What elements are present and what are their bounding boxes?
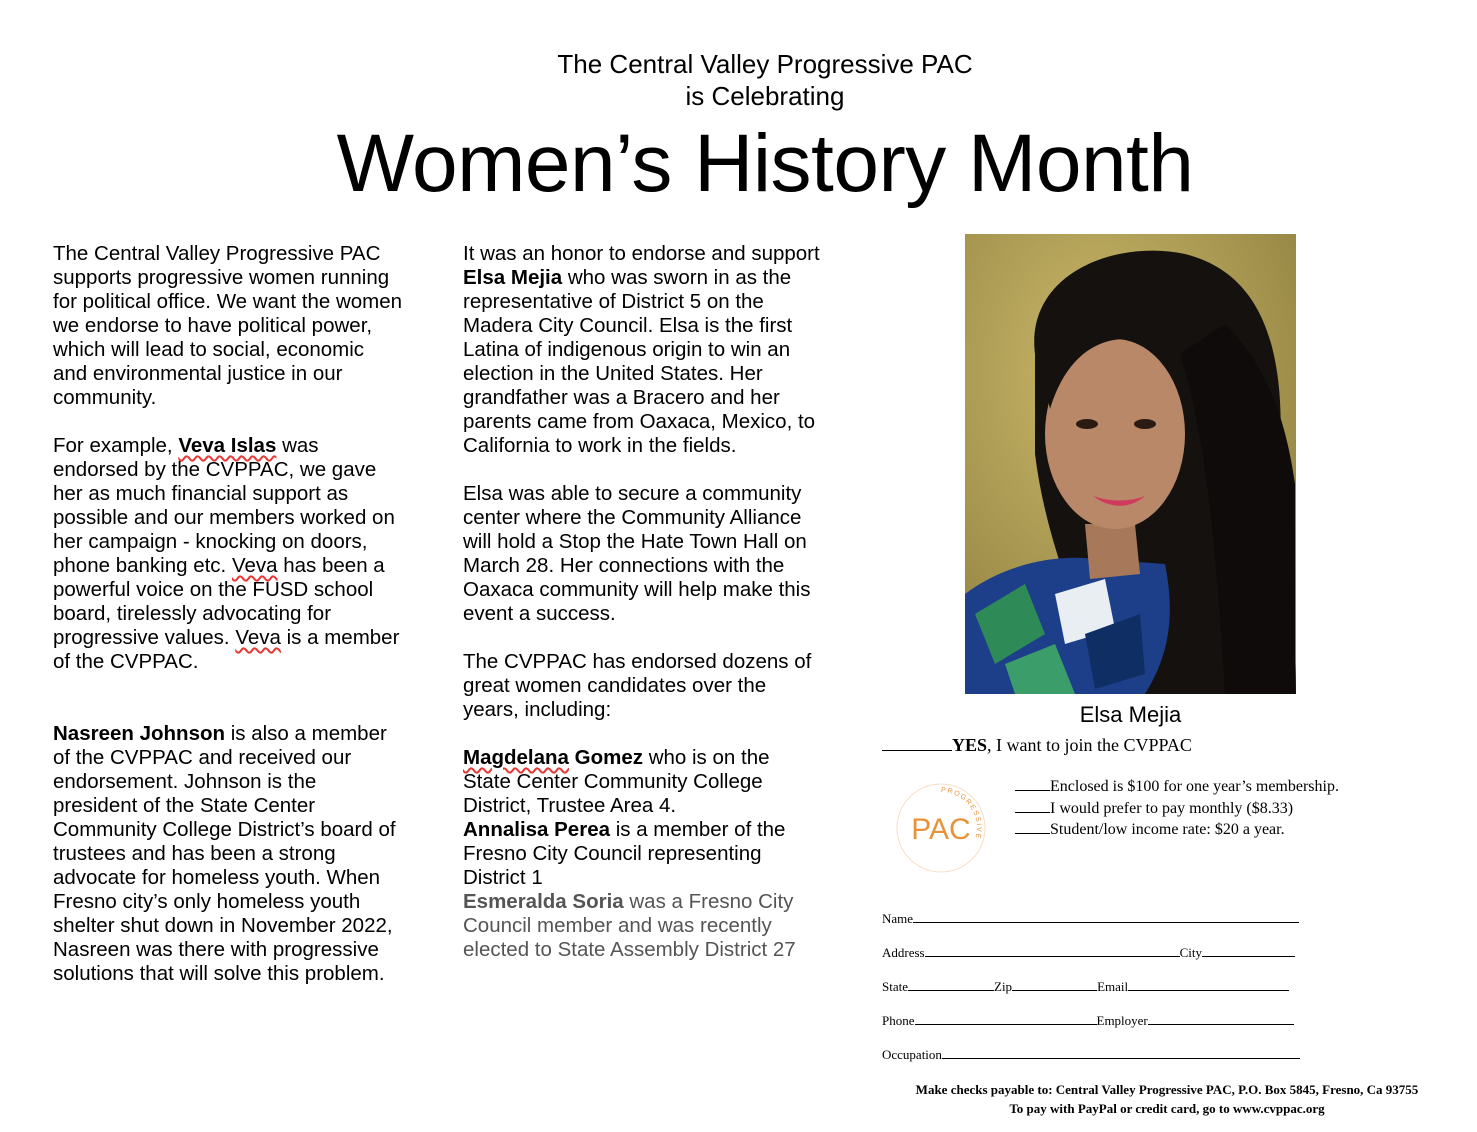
elsa-mejia-photo [965, 234, 1296, 694]
intro-paragraph: The Central Valley Progressive PAC supports progressive women running for political office. We want the women we endorse to have political power, which will lead to social, economic and environmental justice in our community. [53, 242, 403, 409]
zip-field[interactable] [1012, 976, 1097, 991]
endorsed-paragraph: The CVPPAC has endorsed dozens of great women candidates over the years, including: [463, 650, 812, 721]
option-monthly-blank[interactable] [1015, 798, 1050, 813]
name-row: Name [882, 908, 1299, 927]
candidate-gomez: Magdelana Gomez who is on the State Center Community College District, Trustee Area 4. [463, 746, 770, 817]
header-line-1: The Central Valley Progressive PAC [557, 49, 973, 79]
employer-field[interactable] [1148, 1010, 1294, 1025]
payment-instructions [882, 1080, 1452, 1118]
address-row: Address City [882, 942, 1295, 961]
photo-caption: Elsa Mejia [1079, 702, 1182, 727]
nasreen-johnson-name: Nasreen Johnson [53, 722, 226, 745]
candidate-soria: Esmeralda Soria was a Fresno City Council member and was recently elected to State Assembly District 27 [463, 890, 796, 961]
community-center-paragraph: Elsa was able to secure a community center where the Community Alliance will hold a Stop the Hate Town Hall on March 28. Her connections with the Oaxaca community will help make this event a success. [463, 482, 811, 625]
yes-blank[interactable] [882, 736, 952, 751]
phone-field[interactable] [915, 1010, 1097, 1025]
state-row: State Zip Email [882, 976, 1289, 995]
city-field[interactable] [1202, 942, 1295, 957]
occupation-field[interactable] [942, 1044, 1300, 1059]
veva-islas-name: Veva Islas [178, 434, 277, 457]
pac-logo [895, 782, 987, 874]
svg-text:PROGRESSIVE: PROGRESSIVE [940, 786, 983, 841]
occupation-row: Occupation [882, 1044, 1300, 1063]
address-field[interactable] [925, 942, 1180, 957]
membership-options [1015, 776, 1339, 841]
phone-row: Phone Employer [882, 1010, 1294, 1029]
column-2 [463, 242, 823, 962]
option-student-blank[interactable] [1015, 819, 1050, 834]
nasreen-paragraph: Nasreen Johnson is also a member of the CVPPAC and received our endorsement. Johnson is the president of the State Center Community College District’s board of trustees and has been a strong advocate for homeless youth. When Fresno city’s only homeless youth shelter shut down in November 2022, Nasreen was there with progressive solutions that will solve this problem. [53, 722, 396, 985]
candidate-perea: Annalisa Perea is a member of the Fresno City Council representing District 1 [463, 818, 786, 889]
join-line: YES, I want to join the CVPPAC [882, 735, 1192, 756]
header [0, 48, 1477, 112]
column-1 [53, 242, 403, 1010]
header-line-2: is Celebrating [685, 81, 845, 111]
option-student: Student/low income rate: $20 a year. [1015, 819, 1339, 841]
portrait-illustration [965, 234, 1296, 694]
elsa-mejia-name: Elsa Mejia [463, 266, 563, 289]
option-annual: Enclosed is $100 for one year’s membership. [1015, 776, 1339, 798]
option-annual-blank[interactable] [1015, 776, 1050, 791]
option-monthly: I would prefer to pay monthly ($8.33) [1015, 798, 1339, 820]
page-title: Women’s History Month [336, 118, 1194, 209]
checks-line: Make checks payable to: Central Valley Progressive PAC, P.O. Box 5845, Fresno, Ca 93755 [915, 1082, 1419, 1097]
elsa-paragraph: It was an honor to endorse and support Elsa Mejia who was sworn in as the representative of District 5 on the Madera City Council. Elsa is the first Latina of indigenous origin to win an election in the United States. Her grandfather was a Bracero and her parents came from Oaxaca, Mexico, to California to work in the fields. [463, 242, 820, 457]
paypal-line: To pay with PayPal or credit card, go to www.cvppac.org [1009, 1101, 1325, 1116]
veva-paragraph: For example, Veva Islas was endorsed by the CVPPAC, we gave her as much financial support as possible and our members worked on her campaign - knocking on doors, phone banking etc. Veva has been a powerful voice on the FUSD school board, tirelessly advocating for progressive values. Veva is a member of the CVPPAC. [53, 434, 400, 673]
email-field[interactable] [1128, 976, 1289, 991]
pac-logo-text: PAC [911, 813, 971, 846]
name-field[interactable] [913, 908, 1299, 923]
state-field[interactable] [908, 976, 994, 991]
